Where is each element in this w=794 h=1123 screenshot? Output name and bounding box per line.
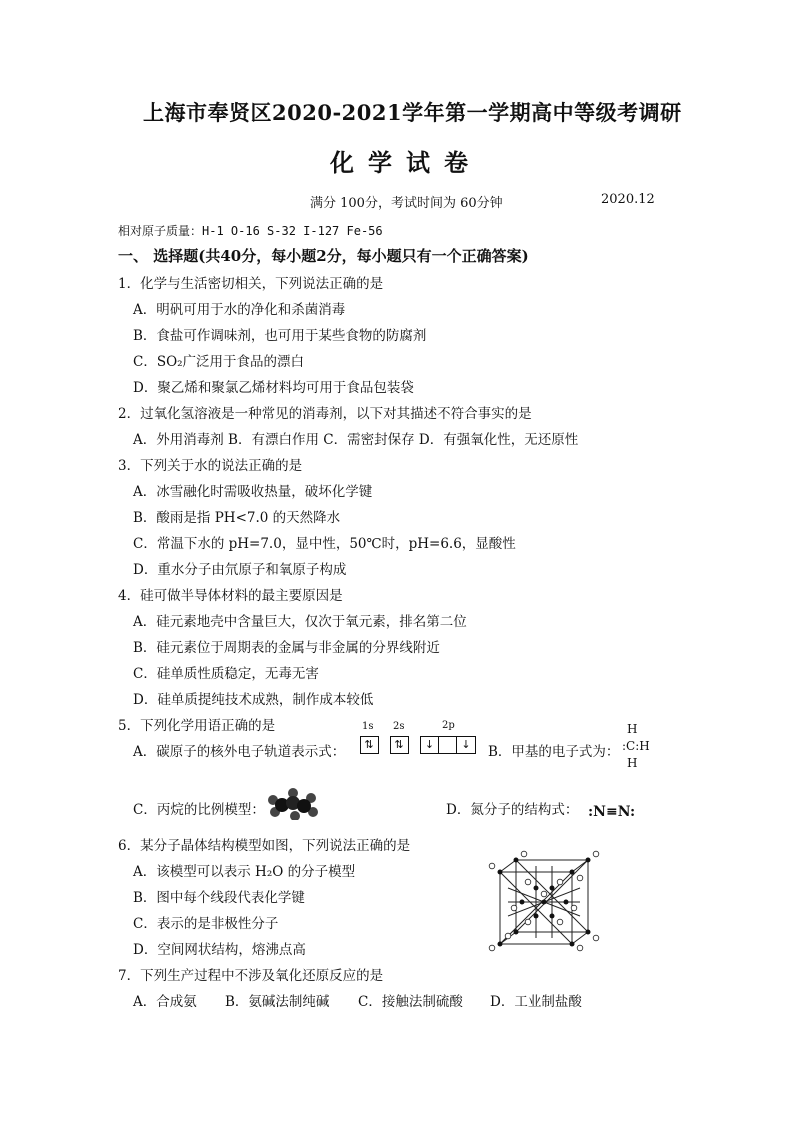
question-5-stem: 5．下列化学用语正确的是 (118, 718, 276, 734)
n2-formula: N≡N (593, 804, 630, 820)
orbital-arrow-2s: ⇅ (394, 738, 404, 751)
exam-subtitle: 化学试卷 (330, 148, 482, 177)
molecule-center (570, 870, 575, 875)
n2-lone-pair-right: : (630, 804, 636, 820)
cube-edge (500, 860, 516, 872)
question-7-option-a: A．合成氨 (133, 994, 197, 1010)
molecule-center (520, 900, 525, 905)
question-6-option-b: B．图中每个线段代表化学键 (133, 890, 305, 906)
methyl-h-bottom: H (627, 756, 638, 770)
methyl-h-top: H (627, 722, 638, 736)
methyl-dot-left: : (622, 739, 627, 753)
question-4-option-b: B．硅元素位于周期表的金属与非金属的分界线附近 (133, 640, 440, 656)
methyl-c (622, 739, 650, 753)
n2-lone-pair-left: : (588, 804, 594, 820)
question-4-option-c: C．硅单质性质稳定，无毒无害 (133, 666, 319, 682)
question-4-option-d: D．硅单质提纯技术成熟，制作成本较低 (133, 692, 374, 708)
question-5-option-c: C．丙烷的比例模型： (133, 802, 265, 818)
question-7-stem: 7．下列生产过程中不涉及氧化还原反应的是 (118, 968, 384, 984)
question-1-option-b: B．食盐可作调味剂，也可用于某些食物的防腐剂 (133, 328, 427, 344)
exam-info: 满分 100分，考试时间为 60分钟 (310, 196, 503, 211)
question-1-stem: 1．化学与生活密切相关，下列说法正确的是 (118, 276, 384, 292)
orbital-arrow-1s: ⇅ (364, 738, 374, 751)
question-4-stem: 4．硅可做半导体材料的最主要原因是 (118, 588, 343, 604)
question-7-option-c: C．接触法制硫酸 (358, 994, 463, 1010)
molecule-end (577, 945, 583, 951)
question-6-option-a: A．该模型可以表示 H₂O 的分子模型 (133, 864, 356, 880)
molecule-end (489, 945, 495, 951)
molecule-end (525, 879, 531, 885)
molecule-center (586, 930, 591, 935)
question-2-stem: 2．过氧化氢溶液是一种常见的消毒剂，以下对其描述不符合事实的是 (118, 406, 532, 422)
question-1-option-c: C．SO₂广泛用于食品的漂白 (133, 354, 305, 370)
exam-date: 2020.12 (601, 192, 655, 207)
molecule-center (570, 942, 575, 947)
methyl-c-atom: C (626, 739, 636, 753)
question-1-option-d: D．聚乙烯和聚氯乙烯材料均可用于食品包装袋 (133, 380, 414, 396)
question-2-options: A．外用消毒剂 B．有漂白作用 C．需密封保存 D．有强氧化性，无还原性 (133, 432, 579, 448)
question-3-option-d: D．重水分子由氘原子和氧原子构成 (133, 562, 347, 578)
orbital-label-1s: 1s (362, 721, 374, 732)
orbital-box-1s (360, 736, 379, 754)
question-3-option-c: C．常温下水的 pH=7.0，显中性，50℃时，pH=6.6，显酸性 (133, 536, 516, 552)
molecule-end (525, 919, 531, 925)
question-3-option-b: B．酸雨是指 PH<7.0 的天然降水 (133, 510, 341, 526)
molecule-end (505, 933, 511, 939)
question-5-option-a: A．碳原子的核外电子轨道表示式： (133, 744, 346, 760)
propane-model (265, 788, 321, 820)
molecule-end (577, 875, 583, 881)
molecule-center (550, 914, 555, 919)
orbital-arrow-2p-3: ↓ (461, 738, 471, 751)
orbital-arrow-2p-1: ↓ (421, 737, 439, 753)
molecule-center (542, 900, 547, 905)
propane-c3 (297, 799, 311, 813)
molecule-end (489, 863, 495, 869)
molecule-center (534, 886, 539, 891)
orbital-box-2p (420, 736, 476, 754)
crystal-structure-diagram (486, 848, 604, 952)
question-7-option-d: D．工业制盐酸 (490, 994, 582, 1010)
orbital-label-2s: 2s (393, 721, 405, 732)
methyl-dot-right: : (635, 739, 640, 753)
molecule-end (593, 851, 599, 857)
molecule-center (498, 942, 503, 947)
molecule-end (593, 935, 599, 941)
molecule-center (534, 914, 539, 919)
question-4-option-a: A．硅元素地壳中含量巨大，仅次于氧元素，排名第二位 (133, 614, 467, 630)
question-6-option-d: D．空间网状结构，熔沸点高 (133, 942, 306, 958)
question-3-option-a: A．冰雪融化时需吸收热量，破坏化学键 (133, 484, 373, 500)
molecule-center (564, 900, 569, 905)
question-6-option-c: C．表示的是非极性分子 (133, 916, 279, 932)
molecule-center (514, 858, 519, 863)
molecule-center (498, 870, 503, 875)
question-3-stem: 3．下列关于水的说法正确的是 (118, 458, 303, 474)
molecule-end (557, 879, 563, 885)
molecule-center (550, 886, 555, 891)
orbital-arrow-2p-2 (439, 737, 457, 753)
atomic-mass: 相对原子质量：H-1 O-16 S-32 I-127 Fe-56 (118, 224, 383, 238)
molecule-end (511, 905, 517, 911)
molecule-center (586, 858, 591, 863)
question-5-option-d: D．氮分子的结构式： (446, 802, 579, 818)
orbital-label-2p: 2p (442, 720, 455, 731)
molecule-end (521, 851, 527, 857)
molecule-end (557, 919, 563, 925)
question-5-option-b: B．甲基的电子式为： (488, 744, 620, 760)
question-6-stem: 6．某分子晶体结构模型如图，下列说法正确的是 (118, 838, 411, 854)
section-heading: 一、 选择题(共40分，每小题2分，每小题只有一个正确答案) (118, 247, 529, 265)
question-7-option-b: B．氨碱法制纯碱 (225, 994, 330, 1010)
orbital-box-2s (390, 736, 409, 754)
propane-h6 (290, 811, 300, 820)
molecule-end (571, 905, 577, 911)
n2-structure (588, 804, 635, 820)
molecule-center (514, 930, 519, 935)
exam-title: 上海市奉贤区2020-2021学年第一学期高中等级考调研 (143, 100, 682, 125)
molecule-end (541, 891, 547, 897)
question-1-option-a: A．明矾可用于水的净化和杀菌消毒 (133, 302, 346, 318)
methyl-h-right: H (639, 739, 650, 753)
cube-edge (572, 932, 588, 944)
